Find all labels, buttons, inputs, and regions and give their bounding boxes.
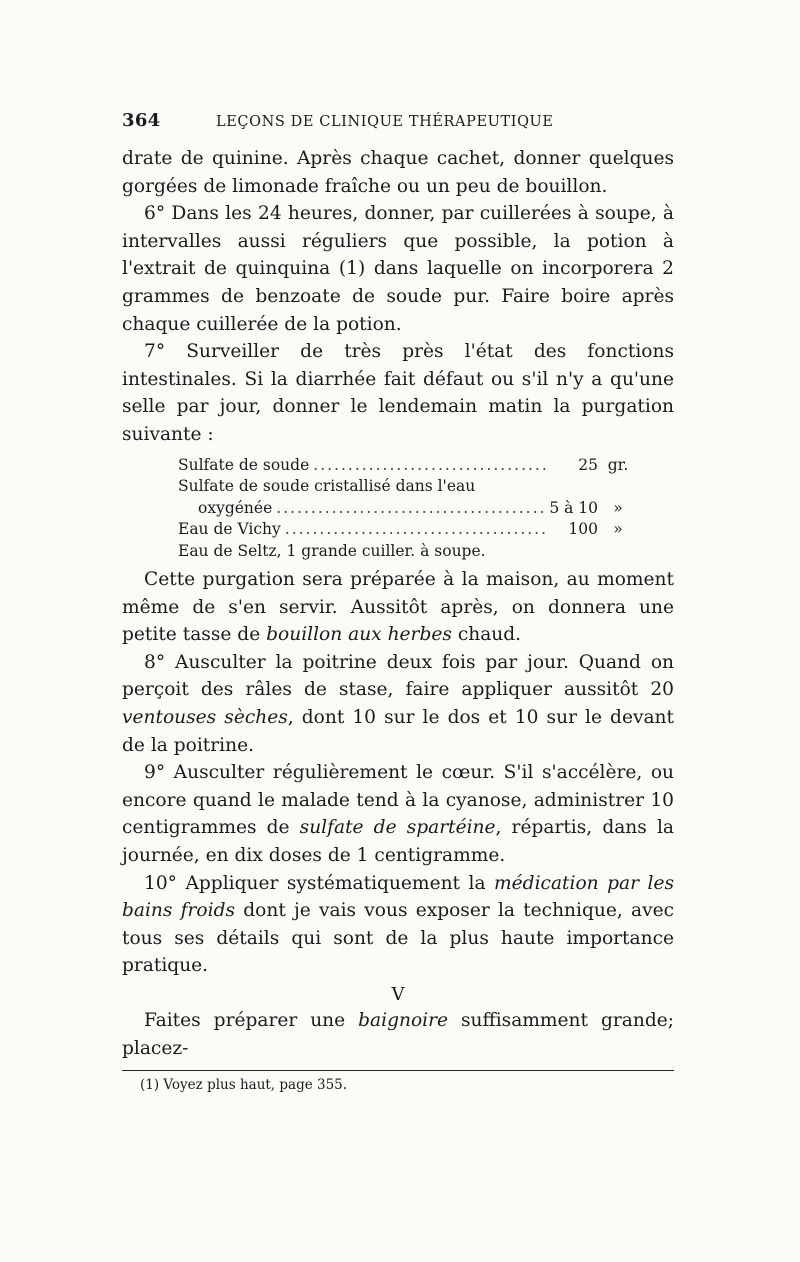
- recipe-quantity: 5 à 10: [549, 498, 598, 517]
- italic-term: sulfate de spartéine: [299, 817, 496, 839]
- text-run: 9° Ausculter régulièrement le cœur. S'il s'accélère, ou encore quand le malade tend à la cyanose, administrer 10 centigrammes de: [122, 762, 674, 839]
- running-header: [122, 110, 674, 131]
- paragraph-section-v: [122, 1007, 674, 1062]
- footnote-rule: [122, 1070, 674, 1071]
- paragraph-item-9: [122, 759, 674, 869]
- italic-term: ventouses sèches: [122, 707, 288, 728]
- paragraph-item-7: 7° Surveiller de très près l'état des fonctions intestinales. Si la diarrhée fait défaut ou s'il n'y a qu'une selle par jour, donner le lendemain matin la purgation suivante :: [122, 341, 674, 445]
- recipe-row: [178, 455, 638, 477]
- text-run: Faites préparer une: [144, 1009, 346, 1031]
- recipe-ingredient: Eau de Vichy: [178, 520, 281, 539]
- paragraph-item-8: [122, 649, 674, 759]
- section-number: V: [391, 983, 405, 1005]
- text-run: tasse de: [182, 624, 261, 646]
- purgation-recipe: [178, 455, 638, 563]
- recipe-ingredient: oxygénée: [198, 498, 273, 517]
- recipe-unit: gr.: [607, 455, 629, 474]
- text-run: , dont 10 sur le dos et 10 sur le devant de la poitrine.: [122, 707, 674, 756]
- recipe-quantity: 100: [568, 520, 598, 539]
- recipe-quantity: 25: [578, 455, 598, 474]
- recipe-unit: »: [613, 498, 623, 517]
- paragraph-purgation-note: [122, 566, 674, 649]
- page-number: 364: [122, 110, 161, 131]
- text-run: suffisamment grande; placez-: [122, 1009, 674, 1059]
- footnote: (1) Voyez plus haut, page 355.: [140, 1077, 348, 1094]
- paragraph-item-6: 6° Dans les 24 heures, donner, par cuillerées à soupe, à intervalles aussi réguliers que possible, la potion à l'extrait de quinquina (1) dans laquelle on incorporera 2 grammes de benzoate de soude pur. Faire boire après chaque cuillerée de la potion.: [122, 203, 674, 335]
- text-run: 8° Ausculter la poitrine deux fois par jour. Quand on perçoit des râles de stase, faire appliquer aussitôt 20: [122, 651, 674, 701]
- italic-term: bouillon aux herbes: [266, 624, 452, 646]
- paragraph-continuation: drate de quinine. Après chaque cachet, donner quelques gorgées de limonade fraîche ou un peu de bouillon.: [122, 148, 674, 197]
- text-run: Cette purgation sera préparée à la maison, au moment même de s'en servir. Aussitôt après, on donnera une petite: [122, 569, 674, 646]
- recipe-ingredient: Sulfate de soude cristallisé dans l'eau: [178, 477, 476, 496]
- book-page: [122, 110, 674, 1093]
- text-run: chaud.: [457, 624, 522, 646]
- text-run: , répartis, dans la journée, en dix doses de 1 centigramme.: [122, 817, 674, 866]
- running-title: LEÇONS DE CLINIQUE THÉRAPEUTIQUE: [216, 114, 554, 130]
- recipe-unit: »: [613, 520, 623, 539]
- italic-term: médication par les bains froids: [122, 872, 674, 922]
- recipe-ingredient: Eau de Seltz, 1 grande cuiller. à soupe.: [178, 541, 486, 560]
- recipe-row: [178, 476, 638, 498]
- leader-dots: [313, 455, 546, 477]
- recipe-ingredient: Sulfate de soude: [178, 455, 310, 474]
- text-run: 10° Appliquer systématiquement la: [144, 872, 486, 894]
- leader-dots: [285, 519, 546, 541]
- recipe-row: [178, 498, 638, 520]
- paragraph-item-10: [122, 870, 674, 980]
- leader-dots: [276, 498, 546, 520]
- italic-term: baignoire: [358, 1009, 448, 1031]
- text-run: dont je vais vous exposer la technique, avec tous ses détails qui sont de la plus haute importance pratique.: [122, 900, 674, 977]
- recipe-row: [178, 519, 638, 541]
- recipe-row: [178, 541, 638, 563]
